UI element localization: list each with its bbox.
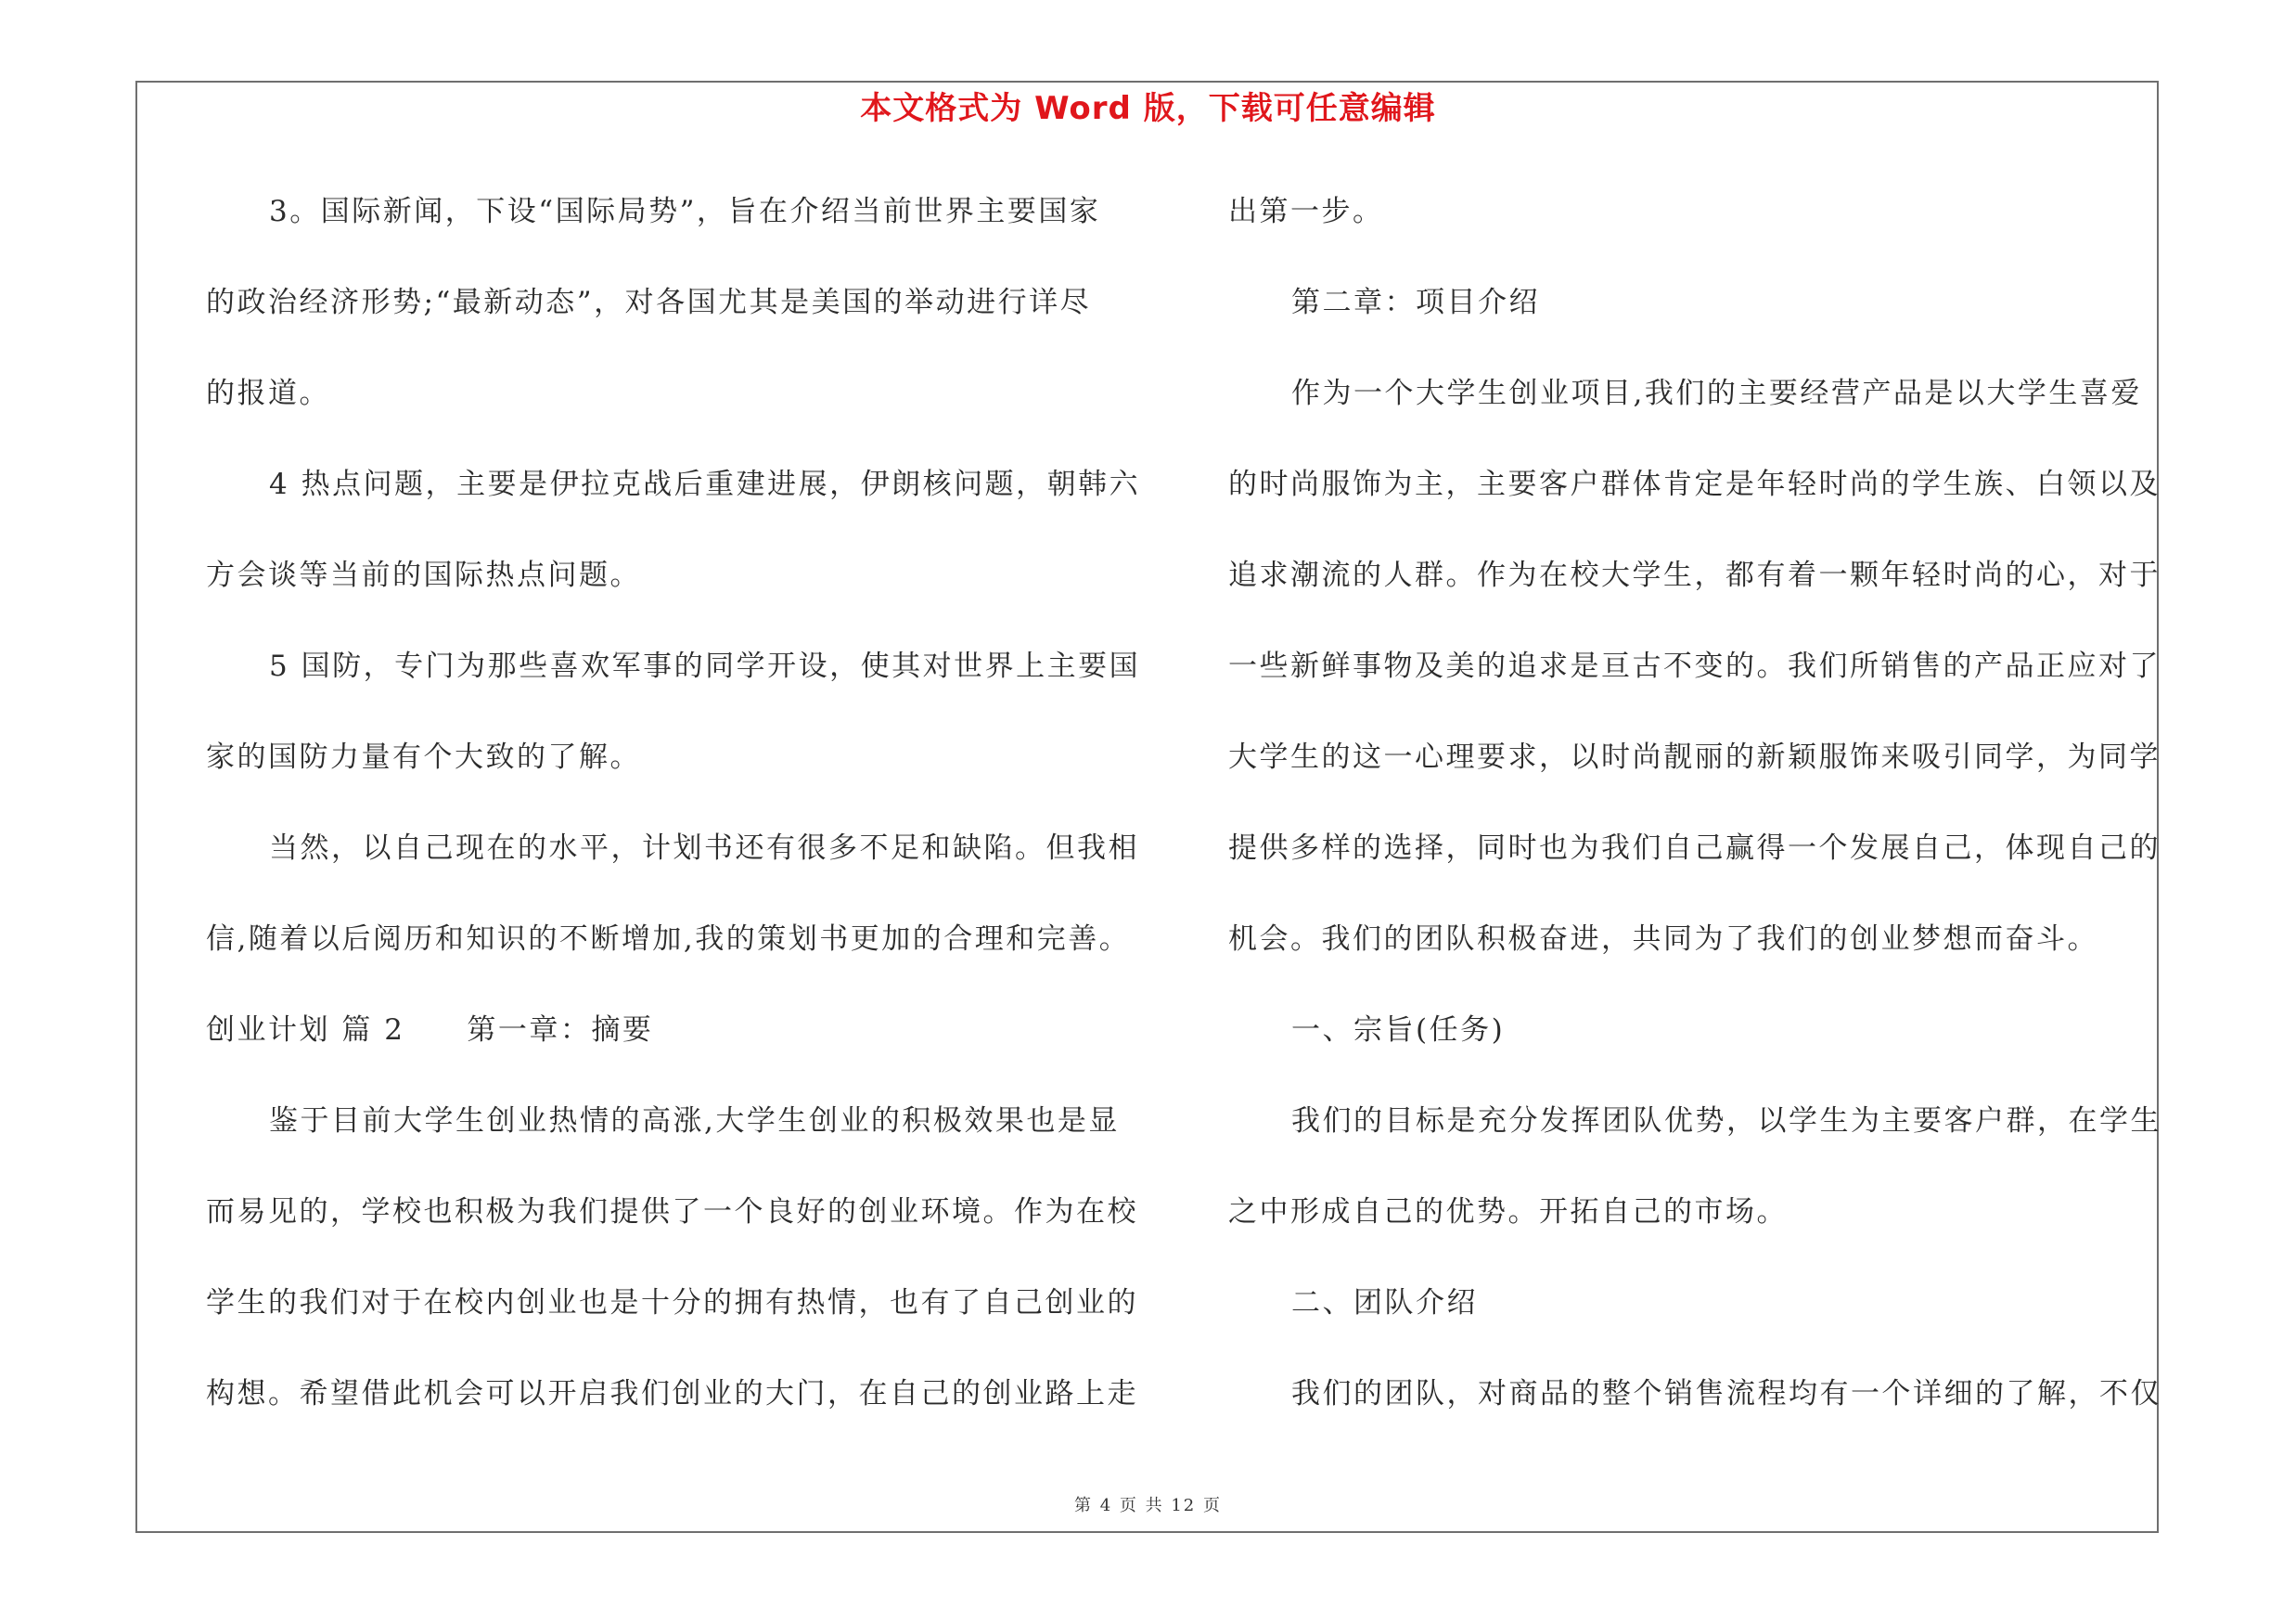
paragraph-line: 机会。我们的团队积极奋进，共同为了我们的创业梦想而奋斗。 (1228, 922, 2098, 956)
paragraph-line: 作为一个大学生创业项目,我们的主要经营产品是以大学生喜爱 (1291, 377, 2142, 410)
paragraph-line: 的报道。 (206, 377, 330, 410)
section-heading: 二、团队介绍 (1291, 1286, 1478, 1320)
paragraph-line: 大学生的这一心理要求，以时尚靓丽的新颖服饰来吸引同学，为同学 (1228, 741, 2161, 774)
paragraph-line: 的时尚服饰为主，主要客户群体肯定是年轻时尚的学生族、白领以及 (1228, 468, 2161, 501)
paragraph-line: 我们的团队，对商品的整个销售流程均有一个详细的了解，不仅 (1291, 1377, 2161, 1410)
paragraph-line: 方会谈等当前的国际热点问题。 (206, 559, 641, 592)
left-column (206, 184, 1141, 1457)
format-banner: 本文格式为 Word 版，下载可任意编辑 (860, 90, 1436, 127)
paragraph-line: 我们的目标是充分发挥团队优势，以学生为主要客户群，在学生 (1291, 1104, 2161, 1138)
paragraph-line: 学生的我们对于在校内创业也是十分的拥有热情，也有了自己创业的 (206, 1286, 1138, 1320)
chapter-heading: 第二章：项目介绍 (1291, 286, 1540, 319)
section-heading: 一、宗旨(任务) (1291, 1013, 1506, 1047)
paragraph-line: 构想。希望借此机会可以开启我们创业的大门，在自己的创业路上走 (206, 1377, 1138, 1410)
paragraph-line: 一些新鲜事物及美的追求是亘古不变的。我们所销售的产品正应对了 (1228, 650, 2161, 683)
paragraph-line: 的政治经济形势;“最新动态”，对各国尤其是美国的举动进行详尽 (206, 286, 1092, 319)
section-heading-line: 创业计划 篇 2 第一章：摘要 (206, 1013, 654, 1047)
paragraph-line: 追求潮流的人群。作为在校大学生，都有着一颗年轻时尚的心，对于 (1228, 559, 2161, 592)
paragraph-line: 信,随着以后阅历和知识的不断增加,我的策划书更加的合理和完善。 (206, 922, 1131, 956)
paragraph-line: 3。国际新闻，下设“国际局势”，旨在介绍当前世界主要国家 (269, 195, 1101, 228)
paragraph-line: 当然，以自己现在的水平，计划书还有很多不足和缺陷。但我相 (269, 831, 1139, 865)
page-number: 第 4 页 共 12 页 (1074, 1496, 1222, 1515)
paragraph-line: 出第一步。 (1228, 195, 1384, 228)
paragraph-line: 鉴于目前大学生创业热情的高涨,大学生创业的积极效果也是显 (269, 1104, 1120, 1138)
paragraph-line: 之中形成自己的优势。开拓自己的市场。 (1228, 1195, 1788, 1229)
paragraph-line: 提供多样的选择，同时也为我们自己赢得一个发展自己，体现自己的 (1228, 831, 2161, 865)
paragraph-line: 5 国防，专门为那些喜欢军事的同学开设，使其对世界上主要国 (269, 650, 1141, 683)
paragraph-line: 4 热点问题，主要是伊拉克战后重建进展，伊朗核问题，朝韩六 (269, 468, 1141, 501)
right-column (1228, 184, 2161, 1457)
paragraph-line: 家的国防力量有个大致的了解。 (206, 741, 641, 774)
paragraph-line: 而易见的，学校也积极为我们提供了一个良好的创业环境。作为在校 (206, 1195, 1138, 1229)
